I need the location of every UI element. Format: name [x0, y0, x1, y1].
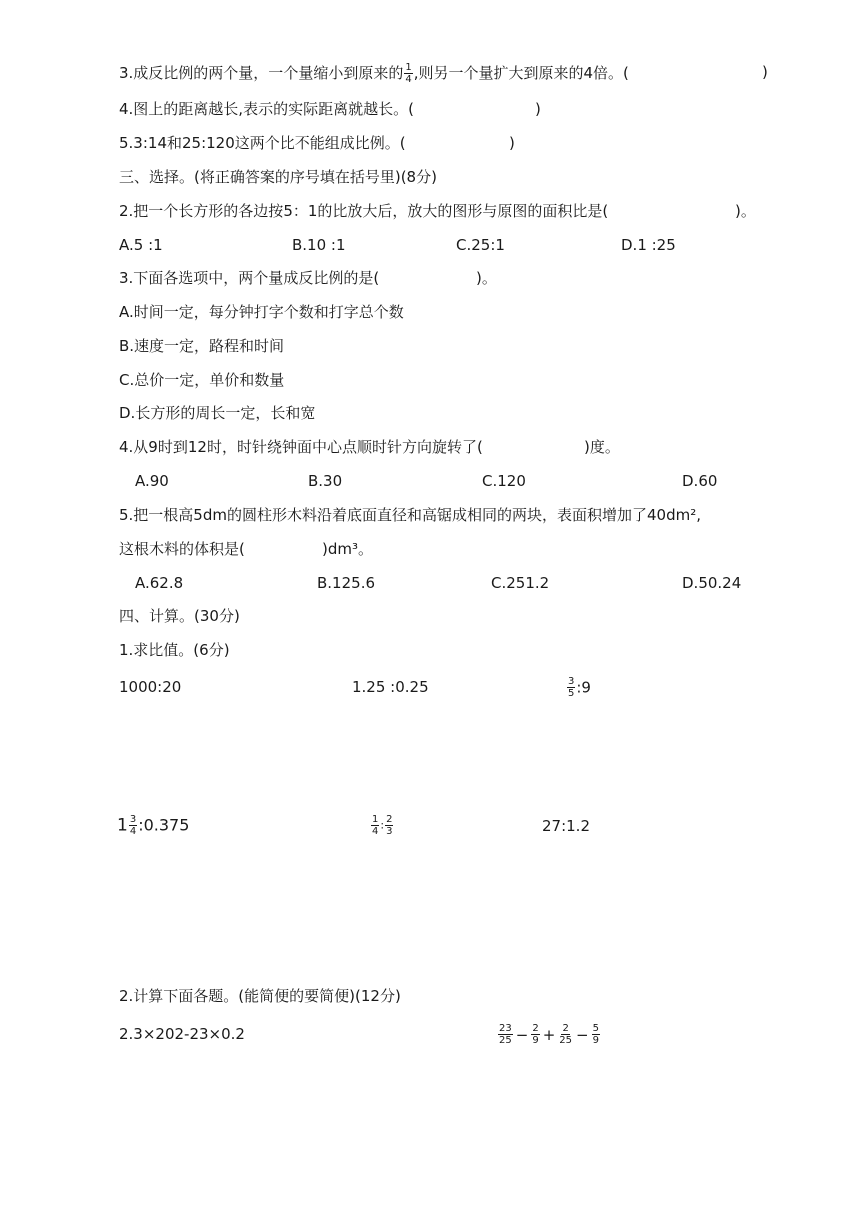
option-c: C.251.2 [491, 574, 550, 592]
answer-paren-close: )。 [476, 269, 497, 287]
option-a: A.90 [135, 472, 169, 490]
answer-paren-close: )。 [735, 202, 756, 220]
ratio-expression-3 [566, 672, 591, 703]
option-b: B.速度一定，路程和时间 [119, 337, 285, 355]
calc-expression-2 [497, 1018, 601, 1051]
calc-1-heading: 1.求比值。(6分) [119, 641, 230, 659]
option-d: D.长方形的周长一定，长和宽 [119, 404, 316, 422]
minus-operator: − [576, 1025, 589, 1044]
fraction-denominator: 25 [559, 1035, 572, 1046]
choice-question-2: 2.把一个长方形的各边按5：1的比放大后，放大的图形与原图的面积比是( [119, 202, 609, 220]
plus-operator: + [542, 1025, 556, 1044]
option-d: D.60 [682, 472, 718, 490]
fraction [558, 1023, 573, 1046]
tf-question-3-text: 3.成反比例的两个量，一个量缩小到原来的 [119, 64, 404, 82]
ratio-expression-1: 1000:20 [119, 678, 182, 696]
answer-paren-close: ) [762, 63, 768, 81]
fraction-numerator: 3 [129, 814, 137, 825]
option-a: A.62.8 [135, 574, 184, 592]
fraction-numerator: 3 [568, 676, 575, 687]
fraction-numerator: 23 [499, 1023, 512, 1034]
section-3-heading: 三、选择。(将正确答案的序号填在括号里)(8分) [119, 168, 437, 186]
tf-question-4 [119, 99, 414, 119]
fraction [385, 814, 393, 837]
fraction-numerator: 2 [386, 814, 393, 825]
minus-operator: − [515, 1025, 529, 1044]
fraction [567, 676, 575, 699]
option-a: A.时间一定，每分钟打字个数和打字总个数 [119, 303, 404, 321]
option-c: C.120 [482, 472, 526, 490]
ratio-separator: : [380, 818, 385, 832]
fraction [498, 1023, 513, 1046]
fraction [371, 814, 379, 837]
tf-question-3 [119, 62, 629, 85]
option-b: B.10 :1 [292, 236, 346, 254]
choice-question-4: 4.从9时到12时，时针绕钟面中心点顺时针方向旋转了( [119, 438, 483, 456]
option-d: D.1 :25 [621, 236, 676, 254]
fraction-denominator: 3 [386, 826, 393, 837]
fraction-denominator: 4 [372, 826, 379, 837]
ratio-rest: :9 [576, 678, 591, 697]
fraction-numerator: 1 [372, 814, 379, 825]
ratio-rest: :0.375 [138, 815, 190, 835]
fraction-numerator: 1 [405, 62, 412, 73]
option-b: B.30 [308, 472, 343, 490]
choice-question-5-line-2: 这根木料的体积是( [119, 540, 245, 558]
fraction-numerator: 2 [562, 1023, 569, 1034]
answer-paren-close: )dm³。 [322, 540, 373, 558]
fraction-denominator: 25 [499, 1035, 512, 1046]
fraction-numerator: 5 [592, 1023, 599, 1034]
fraction [531, 1023, 539, 1046]
answer-paren-close: )度。 [584, 438, 620, 456]
fraction-denominator: 4 [129, 826, 137, 837]
mixed-number-whole: 1 [117, 815, 128, 836]
tf-question-5-text: 5.3:14和25:120这两个比不能组成比例。( [119, 134, 406, 152]
calc-2-heading: 2.计算下面各题。(能简便的要简便)(12分) [119, 987, 401, 1005]
option-c: C.25:1 [456, 236, 505, 254]
choice-question-5: 5.把一根高5dm的圆柱形木料沿着底面直径和高锯成相同的两块，表面积增加了40dm², [119, 506, 701, 524]
option-d: D.50.24 [682, 574, 742, 592]
ratio-expression-2: 1.25 :0.25 [352, 678, 429, 696]
fraction-one-quarter [404, 62, 412, 85]
fraction-denominator: 5 [568, 688, 575, 699]
ratio-expression-6: 27:1.2 [542, 817, 590, 835]
choice-question-3: 3.下面各选项中，两个量成反比例的是( [119, 269, 380, 287]
fraction-denominator: 4 [405, 74, 412, 85]
fraction-denominator: 9 [532, 1035, 539, 1046]
ratio-expression-4 [117, 810, 189, 841]
tf-question-5 [119, 133, 406, 153]
tf-question-4-text: 4.图上的距离越长,表示的实际距离就越长。( [119, 100, 414, 118]
fraction [592, 1023, 600, 1046]
answer-paren-close: ) [535, 100, 541, 118]
calc-expression-1: 2.3×202-23×0.2 [119, 1025, 245, 1043]
fraction [129, 814, 137, 837]
answer-paren-close: ) [509, 134, 515, 152]
ratio-expression-5 [370, 810, 394, 841]
tf-question-3-text-tail: ,则另一个量扩大到原来的4倍。( [413, 64, 629, 82]
fraction-denominator: 9 [592, 1035, 599, 1046]
option-b: B.125.6 [317, 574, 376, 592]
option-a: A.5 :1 [119, 236, 163, 254]
option-c: C.总价一定，单价和数量 [119, 371, 285, 389]
section-4-heading: 四、计算。(30分) [119, 607, 240, 625]
fraction-numerator: 2 [532, 1023, 539, 1034]
